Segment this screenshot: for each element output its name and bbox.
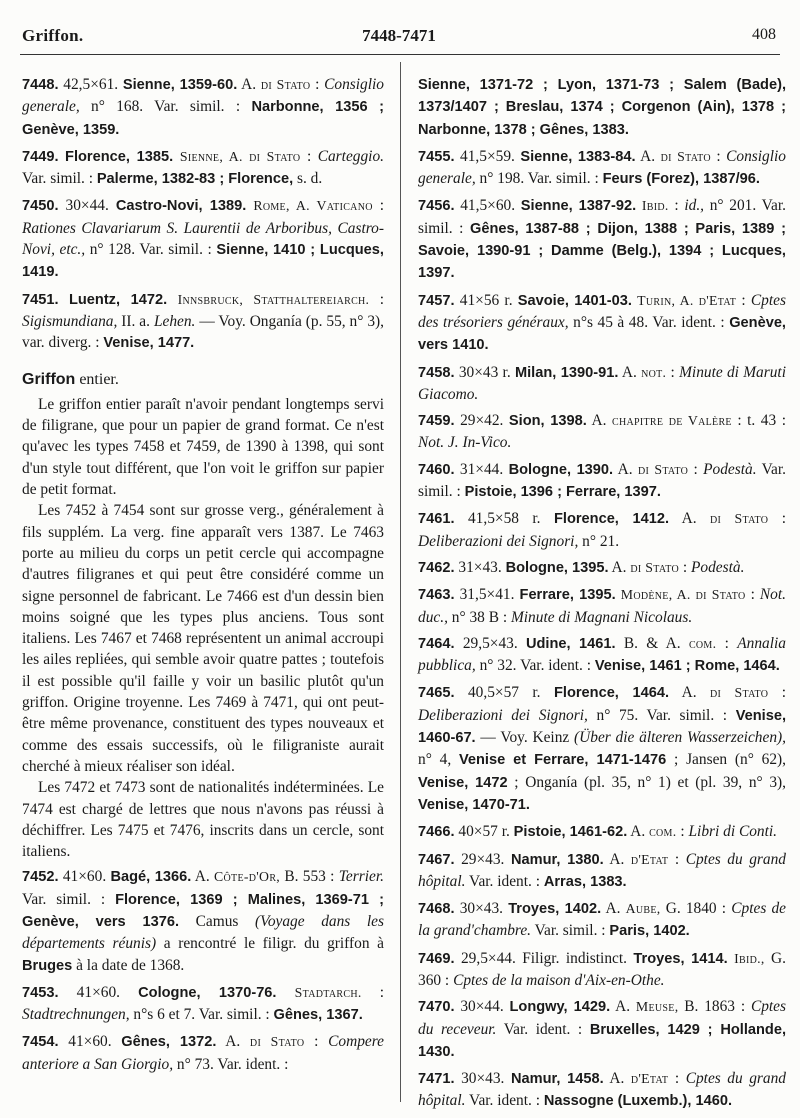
entry-7456: 7456. 41,5×60. Sienne, 1387-92. Ibid. : id., n° 201. Var. simil. : Gênes, 1387-88 ; Dijon, 1388 ; Paris, 1389 ; Savoie, 1390-91 ; Damme (Belg.), 1394 ; Lucques, 1397.: [418, 197, 786, 282]
entry-7467: 7467. 29×43. Namur, 1380. A. d'Etat : Cptes du grand hôpital. Var. ident. : Arras, 1383.: [418, 850, 786, 890]
entry-7468: 7468. 30×43. Troyes, 1402. A. Aube, G. 1840 : Cptes de la grand'chambre. Var. simil. : Paris, 1402.: [418, 900, 786, 940]
running-header: [22, 26, 776, 50]
entry-7457: 7457. 41×56 r. Savoie, 1401-03. Turin, A. d'Etat : Cptes des trésoriers généraux, n°s 45 à 48. Var. ident. : Genève, vers 1410.: [418, 291, 786, 354]
entry-7459: 7459. 29×42. Sion, 1398. A. chapitre de Valère : t. 43 : Not. J. In-Vico.: [418, 412, 786, 452]
header-section-title: Griffon.: [22, 26, 84, 45]
page-number: 408: [752, 26, 776, 43]
header-range: 7448-7471: [362, 26, 436, 45]
entry-7455: 7455. 41,5×59. Sienne, 1383-84. A. di Stato : Consiglio generale, n° 198. Var. simil. : Feurs (Forez), 1387/96.: [418, 147, 786, 188]
entry-7461: 7461. 41,5×58 r. Florence, 1412. A. di Stato : Deliberazioni dei Signori, n° 21.: [418, 510, 786, 550]
entry-7466: 7466. 40×57 r. Pistoie, 1461-62. A. com. : Libri di Conti.: [418, 823, 778, 841]
entry-7454-continued: Sienne, 1371-72 ; Lyon, 1371-73 ; Salem (Bade), 1373/1407 ; Breslau, 1374 ; Corgenon (Ain), 1378 ; Narbonne, 1378 ; Gênes, 1383.: [418, 77, 786, 138]
intro-paragraph-2: Les 7452 à 7454 sont sur grosse verg., généralement à fils supplém. La verg. fine apparaît vers 1387. Le 7463 porte au milieu du corps un petit cercle qui accompagne d'autres filigranes et qui peut être considéré comme un signe personnel de fabricant. Le 7466 est d'un dessin bien moins soigné que les types plus anciens. Tous sont italiens. Les 7467 et 7468 représentent un animal accroupi les ailes repliées, qui semble avoir quatre pattes ; toutefois il est possible qu'il faille y voir un basilic plutôt qu'un griffon. Origine troyenne. Les 7469 à 7471, qui ont peut-être même provenance, constituent des types nouveaux et comme des essais successifs, où le filigraniste aurait cherché à mieux réaliser son idéal.: [22, 502, 384, 775]
intro-paragraph-3: Les 7472 et 7473 sont de nationalités indéterminées. Le 7474 est chargé de lettres que nous n'avons pas réussi à déchiffrer. Les 7475 et 7476, inscrits dans un cercle, sont italiens.: [22, 779, 384, 861]
entry-7471: 7471. 30×43. Namur, 1458. A. d'Etat : Cptes du grand hôpital. Var. ident. : Nassogne (Luxemb.), 1460.: [418, 1070, 786, 1110]
intro-paragraph-1: Le griffon entier paraît n'avoir pendant longtemps servi de filigrane, que pour un papier de grand format. Ce n'est qu'avec les types 7458 et 7459, de 1390 à 1398, qui sont d'un style tout différent, que l'on voit le griffon sur papier de petit format.: [22, 395, 384, 499]
entry-7469: 7469. 29,5×44. Filigr. indistinct. Troyes, 1414. Ibid., G. 360 : Cptes de la maison d'Aix-en-Othe.: [418, 949, 786, 989]
entry-7462: 7462. 31×43. Bologne, 1395. A. di Stato : Podestà.: [418, 558, 745, 576]
entry-7450: 7450. 30×44. Castro-Novi, 1389. Rome, A. Vaticano : Rationes Clavariarum S. Laurentii de Arboribus, Castro-Novi, etc., n° 128. Var. simil. : Sienne, 1410 ; Lucques, 1419.: [22, 197, 384, 281]
entry-7448: 7448. 42,5×61. Sienne, 1359-60. A. di Stato : Consiglio generale, n° 168. Var. simil. : Narbonne, 1356 ; Genève, 1359.: [22, 76, 384, 138]
entry-7449: 7449. Florence, 1385. Sienne, A. di Stato : Carteggio. Var. simil. : Palerme, 1382-83 ; Florence, s. d.: [22, 147, 384, 188]
left-column: [22, 74, 384, 1080]
entry-7458: 7458. 30×43 r. Milan, 1390-91. A. not. : Minute di Maruti Giacomo.: [418, 363, 786, 403]
entry-7452: 7452. 41×60. Bagé, 1366. A. Côte-d'Or, B. 553 : Terrier. Var. simil. : Florence, 1369 ; Malines, 1369-71 ; Genève, vers 1376. Camus (Voyage dans les départements réunis) a rencontré le filigr. du griffon à Bruges à la date de 1368.: [22, 868, 385, 974]
entry-7463: 7463. 31,5×41. Ferrare, 1395. Modène, A. di Stato : Not. duc., n° 38 B : Minute di Magnani Nicolaus.: [418, 586, 787, 626]
entry-7460: 7460. 31×44. Bologne, 1390. A. di Stato : Podestà. Var. simil. : Pistoie, 1396 ; Ferrare, 1397.: [418, 460, 786, 501]
entry-7465: 7465. 40,5×57 r. Florence, 1464. A. di Stato : Deliberazioni dei Signori, n° 75. Var. simil. : Venise, 1460-67. — Voy. Keinz (Über die älteren Wasserzeichen), n° 4, Venise et Ferrare, 1471-1476 ; Jansen (n° 62), Venise, 1472 ; Onganía (pl. 35, n° 1) et (pl. 39, n° 3), Venise, 1470-71.: [418, 684, 787, 813]
entry-7451: 7451. Luentz, 1472. Innsbruck, Statthaltereiarch. : Sigismundiana, II. a. Lehen. — Voy. Onganía (p. 55, n° 3), var. diverg. : Venise, 1477.: [22, 290, 384, 352]
entry-7454: 7454. 41×60. Gênes, 1372. A. di Stato : Compere anteriore a San Giorgio, n° 73. Var. ident. :: [22, 1033, 384, 1073]
entry-7453: 7453. 41×60. Cologne, 1370-76. Stadtarch. : Stadtrechnungen, n°s 6 et 7. Var. simil. : Gênes, 1367.: [22, 983, 384, 1024]
column-divider: [400, 62, 401, 1102]
section-heading: Griffon entier.: [22, 370, 119, 388]
header-rule: [20, 54, 780, 55]
right-column: [418, 74, 786, 1118]
entry-7464: 7464. 29,5×43. Udine, 1461. B. & A. com. : Annalia pubblica, n° 32. Var. ident. : Venise, 1461 ; Rome, 1464.: [418, 634, 786, 675]
entry-7470: 7470. 30×44. Longwy, 1429. A. Meuse, B. 1863 : Cptes du receveur. Var. ident. : Bruxelles, 1429 ; Hollande, 1430.: [418, 998, 787, 1060]
